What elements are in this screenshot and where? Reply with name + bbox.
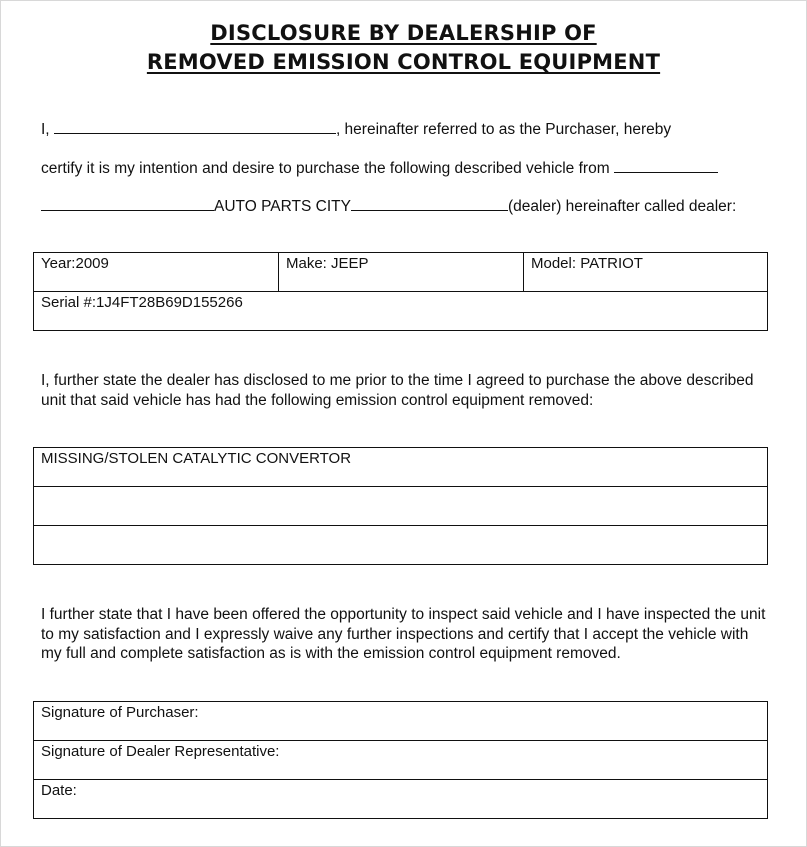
table-row (34, 448, 768, 487)
signature-table (33, 701, 768, 819)
intro-line-1 (41, 118, 671, 140)
dealer-suffix-blank[interactable] (351, 195, 508, 211)
dealer-name: AUTO PARTS CITY (214, 198, 351, 215)
removed-equipment-item[interactable] (34, 487, 768, 526)
table-row (34, 780, 768, 819)
intro-line-2 (41, 157, 718, 179)
intro-line-3 (41, 195, 736, 217)
purchaser-name-blank[interactable] (54, 118, 336, 134)
table-row (34, 526, 768, 565)
vehicle-year: Year:2009 (34, 253, 279, 292)
title-line-2: REMOVED EMISSION CONTROL EQUIPMENT (146, 50, 661, 74)
dealer-prefix-blank[interactable] (41, 195, 214, 211)
vehicle-model: Model: PATRIOT (524, 253, 768, 292)
date-field[interactable]: Date: (34, 780, 768, 819)
disclosure-paragraph: I, further state the dealer has disclosed to me prior to the time I agreed to purchase the above described unit that said vehicle has had the following emission control equipment removed: (41, 372, 754, 409)
table-row (34, 292, 768, 331)
removed-equipment-table (33, 447, 768, 565)
inspection-paragraph: I further state that I have been offered the opportunity to inspect said vehicle and I have inspected the unit to my satisfaction and I expressly waive any further inspections and certify that I accept the vehicle with my full and complete satisfaction as is with the emission control equipment removed. (41, 606, 766, 662)
dealer-signature-field[interactable]: Signature of Dealer Representative: (34, 741, 768, 780)
intro-line-1-suffix: , hereinafter referred to as the Purchaser, hereby (335, 121, 672, 138)
purchaser-signature-field[interactable]: Signature of Purchaser: (34, 702, 768, 741)
title-line-1: DISCLOSURE BY DEALERSHIP OF (210, 21, 597, 45)
removed-equipment-item[interactable]: MISSING/STOLEN CATALYTIC CONVERTOR (34, 448, 768, 487)
seller-blank[interactable] (614, 157, 718, 173)
table-row (34, 253, 768, 292)
intro-line-3-suffix: (dealer) hereinafter called dealer: (507, 198, 737, 215)
removed-equipment-item[interactable] (34, 526, 768, 565)
vehicle-make: Make: JEEP (279, 253, 524, 292)
vehicle-serial: Serial #:1J4FT28B69D155266 (34, 292, 768, 331)
intro-line-2-text: certify it is my intention and desire to purchase the following described vehicle from (41, 160, 610, 177)
vehicle-info-table (33, 252, 768, 331)
table-row (34, 741, 768, 780)
intro-prefix: I, (41, 121, 50, 138)
table-row (34, 487, 768, 526)
table-row (34, 702, 768, 741)
